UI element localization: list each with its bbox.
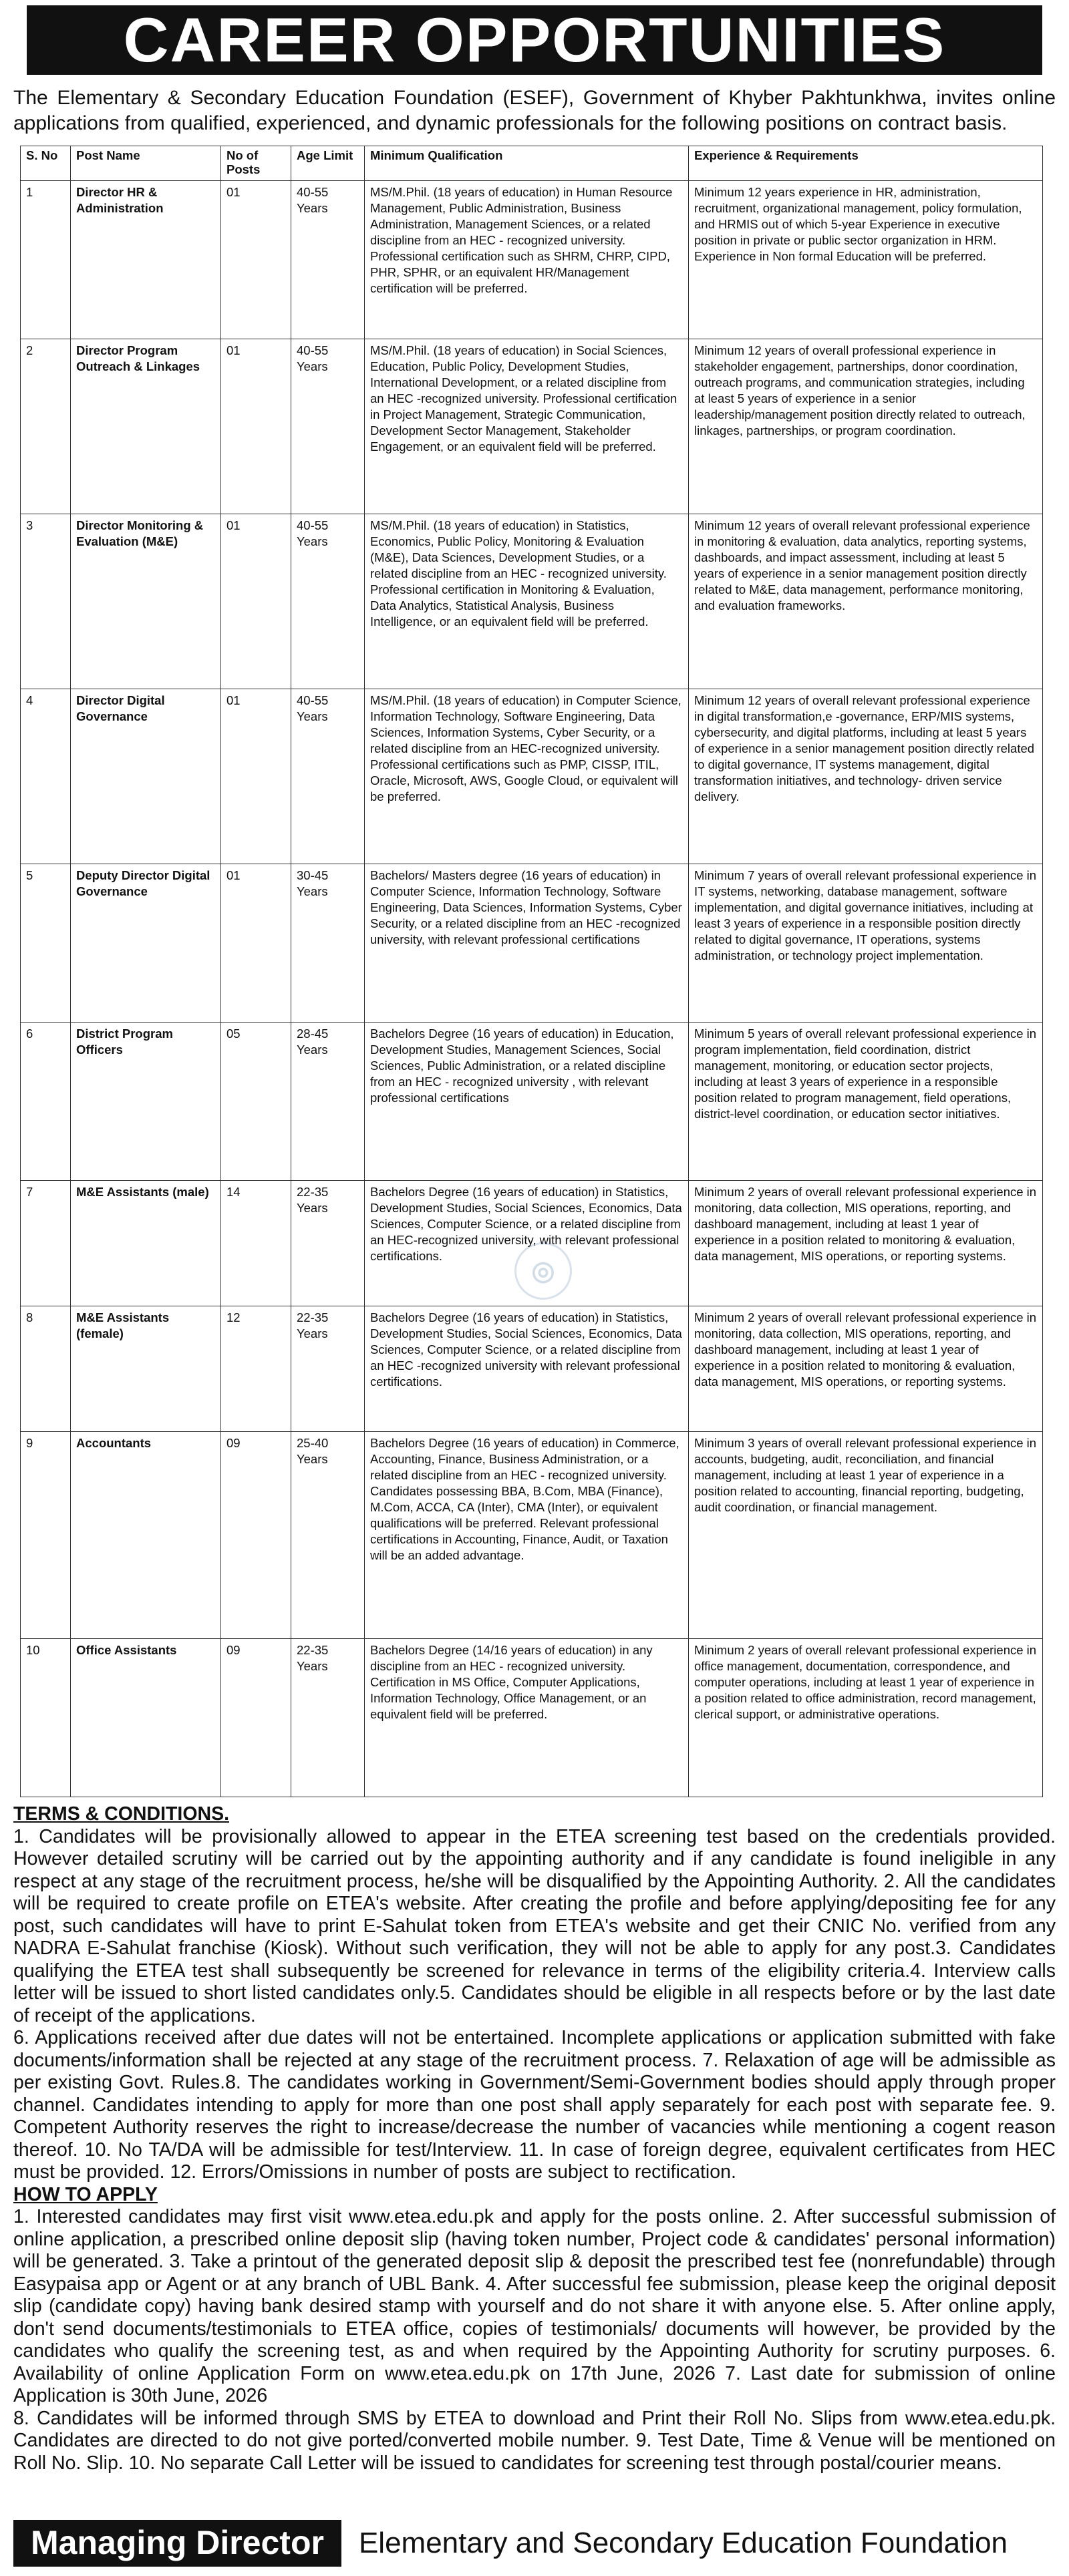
cell-age-limit: 40-55 Years <box>291 181 365 339</box>
cell-sno: 10 <box>21 1639 71 1797</box>
cell-experience: Minimum 12 years experience in HR, administration, recruitment, organizational management, policy formulation, and HRMIS out of which 5-year Experience in executive position in private or public sector organization in HRM. Experience in Non formal Education will be preferred. <box>689 181 1043 339</box>
cell-experience: Minimum 7 years of overall relevant professional experience in IT systems, networking, database management, software implementation, and digital governance initiatives, including at least 3 years of experience in a responsible position directly related to digital governance, IT operations, systems administration, or technology project implementation. <box>689 864 1043 1023</box>
table-row <box>21 1432 1043 1639</box>
positions-table-wrapper <box>20 146 1042 1797</box>
organization-name: Elementary and Secondary Education Foundation <box>358 2527 1008 2559</box>
cell-no-of-posts: 01 <box>221 181 291 339</box>
cell-age-limit: 25-40 Years <box>291 1432 365 1639</box>
footer <box>13 2517 1056 2570</box>
cell-post-name: M&E Assistants (male) <box>71 1181 221 1306</box>
cell-sno: 5 <box>21 864 71 1023</box>
how-to-apply-paragraph-2: 8. Candidates will be informed through SMS by ETEA to download and Print their Roll No. Slips from www.etea.edu.pk. Candidates are directed to do not give ported/converted mobile number. 9. Test Date, Time & Venue will be mentioned on Roll No. Slip. 10. No separate Call Letter will be issued to candidates for screening test through postal/courier means. <box>13 2407 1056 2474</box>
cell-sno: 6 <box>21 1023 71 1181</box>
table-row <box>21 339 1043 514</box>
cell-sno: 3 <box>21 514 71 689</box>
cell-age-limit: 22-35 Years <box>291 1639 365 1797</box>
cell-experience: Minimum 2 years of overall relevant professional experience in office management, documentation, correspondence, and computer operations, including at least 1 year of experience in a position related to office administration, record management, clerical support, or administrative operations. <box>689 1639 1043 1797</box>
table-row <box>21 689 1043 864</box>
header-sno: S. No <box>21 146 71 181</box>
cell-no-of-posts: 12 <box>221 1306 291 1432</box>
signatory-title: Managing Director <box>13 2520 341 2567</box>
cell-experience: Minimum 3 years of overall relevant professional experience in accounts, budgeting, audit, reconciliation, and financial management, including at least 1 year of experience in a position related to accounting, financial reporting, budgeting, audit coordination, or financial management. <box>689 1432 1043 1639</box>
cell-age-limit: 30-45 Years <box>291 864 365 1023</box>
watermark-logo: ◎ <box>514 1242 572 1300</box>
cell-experience: Minimum 12 years of overall professional experience in stakeholder engagement, partnerships, donor coordination, outreach programs, and communication strategies, including at least 5 years of experience in a senior leadership/management position directly related to outreach, linkages, partnerships, or program coordination. <box>689 339 1043 514</box>
cell-post-name: Deputy Director Digital Governance <box>71 864 221 1023</box>
cell-no-of-posts: 01 <box>221 689 291 864</box>
cell-no-of-posts: 05 <box>221 1023 291 1181</box>
how-to-apply-paragraph-1: 1. Interested candidates may first visit www.etea.edu.pk and apply for the posts online. 2. After successful submission of online application, a prescribed online deposit slip (having token number, Project code & candidates' personal information) will be generated. 3. Take a printout of the generated deposit slip & deposit the prescribed test fee (nonrefundable) through Easypaisa app or Agent or at any branch of UBL Bank. 4. After successful fee submission, please keep the original deposit slip (candidate copy) having bank desired stamp with yourself and do not share it with anyone else. 5. After online apply, don't send documents/testimonials to ETEA office, copies of testimonials/ documents will however, be provided by the candidates who qualify the screening test, as and when required by the Appointing Authority for scrutiny purposes. 6. Availability of online Application Form on www.etea.edu.pk on 17th June, 2026 7. Last date for submission of online Application is 30th June, 2026 <box>13 2206 1056 2406</box>
cell-qualification: MS/M.Phil. (18 years of education) in Human Resource Management, Public Administration, Business Administration, Management Sciences, or a related discipline from an HEC - recognized university. Professional certification such as SHRM, CHRP, CIPD, PHR, SPHR, or an equivalent HR/Management certification will be preferred. <box>365 181 689 339</box>
cell-sno: 8 <box>21 1306 71 1432</box>
table-row <box>21 514 1043 689</box>
cell-age-limit: 40-55 Years <box>291 689 365 864</box>
cell-age-limit: 40-55 Years <box>291 339 365 514</box>
header-post-name: Post Name <box>71 146 221 181</box>
cell-sno: 4 <box>21 689 71 864</box>
cell-post-name: Director Monitoring & Evaluation (M&E) <box>71 514 221 689</box>
table-row <box>21 864 1043 1023</box>
cell-qualification: Bachelors Degree (16 years of education) in Statistics, Development Studies, Social Sciences, Economics, Data Sciences, Computer Science, or a related discipline from an HEC -recognized university with relevant professional certifications. <box>365 1306 689 1432</box>
cell-age-limit: 22-35 Years <box>291 1306 365 1432</box>
cell-no-of-posts: 09 <box>221 1639 291 1797</box>
header-experience: Experience & Requirements <box>689 146 1043 181</box>
table-row <box>21 1023 1043 1181</box>
cell-post-name: Office Assistants <box>71 1639 221 1797</box>
cell-sno: 9 <box>21 1432 71 1639</box>
cell-sno: 7 <box>21 1181 71 1306</box>
cell-experience: Minimum 2 years of overall relevant professional experience in monitoring, data collection, MIS operations, reporting, and dashboard management, including at least 1 year of experience in a position related to monitoring & evaluation, data management, MIS operations, or reporting systems. <box>689 1181 1043 1306</box>
cell-qualification: Bachelors Degree (16 years of education) in Commerce, Accounting, Finance, Business Administration, or a related discipline from an HEC - recognized university. Candidates possessing BBA, B.Com, MBA (Finance), M.Com, ACCA, CA (Inter), CMA (Inter), or equivalent qualifications will be preferred. Relevant professional certifications in Accounting, Finance, Audit, or Taxation will be an added advantage. <box>365 1432 689 1639</box>
header-age-limit: Age Limit <box>291 146 365 181</box>
terms-paragraph-1: 1. Candidates will be provisionally allowed to appear in the ETEA screening test based on the credentials provided. However detailed scrutiny will be carried out by the appointing authority and if any candidate is found ineligible in any respect at any stage of the recruitment process, he/she will be disqualified by the Appointing Authority. 2. All the candidates will be required to create profile on ETEA's website. After creating the profile and before applying/depositing fee for any post, such candidates will have to print E-Sahulat token from ETEA's website and get their CNIC No. verified from any NADRA E-Sahulat franchise (Kiosk). Without such verification, they will not be able to apply for any post.3. Candidates qualifying the ETEA test shall subsequently be screened for relevance in terms of the eligibility criteria.4. Interview calls letter will be issued to short listed candidates only.5. Candidates should be eligible in all respects before or by the last date of receipt of the applications. <box>13 1825 1056 2026</box>
cell-experience: Minimum 12 years of overall relevant professional experience in digital transformation,e -governance, ERP/MIS systems, cybersecurity, and digital platforms, including at least 5 years of experience in a senior management position directly related to digital governance, IT systems management, digital transformation initiatives, and technology- driven service delivery. <box>689 689 1043 864</box>
cell-experience: Minimum 5 years of overall relevant professional experience in program implementation, field coordination, district management, monitoring, or education sector projects, including at least 3 years of experience in a responsible position related to program management, field operations, district-level coordination, or education sector initiatives. <box>689 1023 1043 1181</box>
cell-post-name: Director Digital Governance <box>71 689 221 864</box>
cell-qualification: MS/M.Phil. (18 years of education) in Computer Science, Information Technology, Software Engineering, Data Sciences, Information Systems, Cyber Security, or a related discipline from an HEC-recognized university. Professional certifications such as PMP, CISSP, ITIL, Oracle, Microsoft, AWS, Google Cloud, or equivalent will be preferred. <box>365 689 689 864</box>
title-banner <box>27 5 1042 75</box>
header-no-of-posts: No of Posts <box>221 146 291 181</box>
table-header-row <box>21 146 1043 181</box>
intro-paragraph: The Elementary & Secondary Education Foundation (ESEF), Government of Khyber Pakhtunkhwa, invites online applications from qualified, experienced, and dynamic professionals for the following positions on contract basis. <box>13 87 1056 134</box>
cell-no-of-posts: 01 <box>221 514 291 689</box>
terms-section <box>13 1803 1056 2474</box>
cell-qualification: MS/M.Phil. (18 years of education) in Social Sciences, Education, Public Policy, Development Studies, International Development, or a related discipline from an HEC -recognized university. Professional certification in Project Management, Strategic Communication, Development Sector Management, Stakeholder Engagement, or an equivalent field will be preferred. <box>365 339 689 514</box>
cell-sno: 2 <box>21 339 71 514</box>
cell-post-name: Accountants <box>71 1432 221 1639</box>
cell-age-limit: 22-35 Years <box>291 1181 365 1306</box>
cell-experience: Minimum 2 years of overall relevant professional experience in monitoring, data collection, MIS operations, reporting, and dashboard management, including at least 1 year of experience in a position related to monitoring & evaluation, data management, MIS operations, or reporting systems. <box>689 1306 1043 1432</box>
terms-heading: TERMS & CONDITIONS. <box>13 1803 230 1825</box>
cell-no-of-posts: 14 <box>221 1181 291 1306</box>
cell-qualification: Bachelors/ Masters degree (16 years of education) in Computer Science, Information Technology, Software Engineering, Data Sciences, Information Systems, Cyber Security, or a related discipline from an HEC -recognized university, with relevant professional certifications <box>365 864 689 1023</box>
cell-no-of-posts: 01 <box>221 864 291 1023</box>
page-title: CAREER OPPORTUNITIES <box>123 5 946 75</box>
how-to-apply-heading: HOW TO APPLY <box>13 2183 158 2205</box>
cell-no-of-posts: 01 <box>221 339 291 514</box>
table-row <box>21 1306 1043 1432</box>
positions-table <box>20 146 1043 1797</box>
cell-sno: 1 <box>21 181 71 339</box>
table-row <box>21 181 1043 339</box>
cell-age-limit: 28-45 Years <box>291 1023 365 1181</box>
cell-post-name: District Program Officers <box>71 1023 221 1181</box>
cell-experience: Minimum 12 years of overall relevant professional experience in monitoring & evaluation, data analytics, reporting systems, dashboards, and impact assessment, including at least 5 years of experience in a senior management position directly related to M&E, data management, performance monitoring, and evaluation frameworks. <box>689 514 1043 689</box>
cell-post-name: Director Program Outreach & Linkages <box>71 339 221 514</box>
terms-paragraph-2: 6. Applications received after due dates will not be entertained. Incomplete applications or application submitted with fake documents/information shall be rejected at any stage of the recruitment process. 7. Relaxation of age will be admissible as per existing Govt. Rules.8. The candidates working in Government/Semi-Government bodies should apply through proper channel. Candidates intending to apply for more than one post shall apply separately for each post with separate fee. 9. Competent Authority reserves the right to increase/decrease the number of vacancies while mentioning a cogent reason thereof. 10. No TA/DA will be admissible for test/Interview. 11. In case of foreign degree, equivalent certificates from HEC must be provided. 12. Errors/Omissions in number of posts are subject to rectification. <box>13 2027 1056 2183</box>
cell-qualification: Bachelors Degree (16 years of education) in Education, Development Studies, Management Sciences, Social Sciences, Public Administration, or a related discipline from an HEC - recognized university , with relevant professional certifications <box>365 1023 689 1181</box>
cell-qualification: MS/M.Phil. (18 years of education) in Statistics, Economics, Public Policy, Monitoring & Evaluation (M&E), Data Sciences, Development Studies, or a related discipline from an HEC - recognized university. Professional certification in Monitoring & Evaluation, Data Analytics, Statistical Analysis, Business Intelligence, or an equivalent field will be preferred. <box>365 514 689 689</box>
cell-no-of-posts: 09 <box>221 1432 291 1639</box>
cell-post-name: Director HR & Administration <box>71 181 221 339</box>
cell-age-limit: 40-55 Years <box>291 514 365 689</box>
cell-post-name: M&E Assistants (female) <box>71 1306 221 1432</box>
header-minimum-qualification: Minimum Qualification <box>365 146 689 181</box>
cell-qualification: Bachelors Degree (16 years of education) in Statistics, Development Studies, Social Sciences, Economics, Data Sciences, Computer Science, or a related discipline from an HEC-recognized university, with relevant professional certifications. <box>365 1181 689 1306</box>
cell-qualification: Bachelors Degree (14/16 years of education) in any discipline from an HEC - recognized university. Certification in MS Office, Computer Applications, Information Technology, Office Management, or an equivalent field will be preferred. <box>365 1639 689 1797</box>
table-row <box>21 1639 1043 1797</box>
